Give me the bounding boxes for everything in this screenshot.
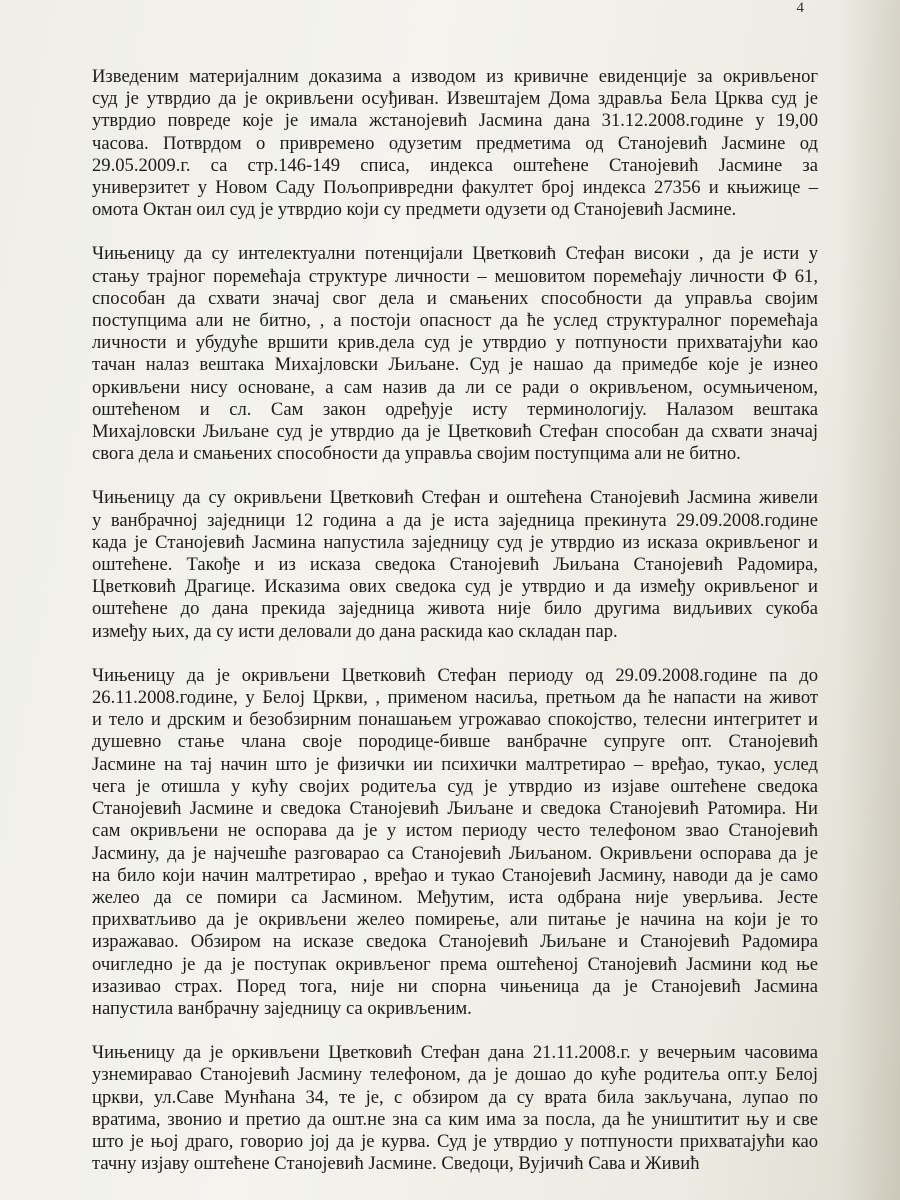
paragraph-1 [92, 66, 818, 221]
text-line: што је њој драго, говорио јој да је курва. Суд је утврдио у потпуности прихватајући као [92, 1130, 818, 1152]
text-line: поступцима али не битно, , а постоји опасност да ће услед структуралног поремећаја [92, 310, 818, 332]
text-line: напустила ванбрачну заједницу са окривљеним. [92, 997, 472, 1019]
page-number: 4 [796, 0, 804, 16]
text-line: узнемиравао Станојевић Јасмину телефоном, да је дошао до куће родитеља опт.у Белој [92, 1064, 818, 1086]
paragraph-3 [92, 487, 818, 642]
text-line: универзитет у Новом Саду Пољопривредни факултет број индекса 27356 и књижице – [92, 177, 818, 199]
text-line: Цветковић Драгице. Исказима ових сведока суд је утврдио и да између окривљеног и [92, 576, 818, 598]
text-line: прихватљиво да је окривљени желео помирење, али питање је начина на који је то [92, 909, 818, 931]
text-line: желео да се помири са Јасмином. Међутим, иста одбрана није уверљива. Јесте [92, 886, 818, 908]
text-line: стању трајног поремећаја структуре личности – мешовитом поремећају личности Ф 61, [92, 265, 818, 287]
text-line: 26.11.2008.године, у Белој Цркви, , применом насиља, претњом да ће напасти на живот [92, 687, 818, 709]
text-line: Јасмине на тај начин што је физички ии психички малтретирао – вређао, тукао, услед [92, 753, 818, 775]
text-line: између њих, да су исти деловали до дана раскида као складан пар. [92, 620, 618, 642]
paragraph-4 [92, 665, 818, 1020]
text-line: свога дела и смањених способности да управља својим поступцима али не битно. [92, 443, 741, 465]
text-line: оштећене до дана прекида заједница живота није било другима видљивих сукоба [92, 598, 818, 620]
paragraph-5 [92, 1042, 818, 1175]
text-line: омота Октан оил суд је утврдио који су предмети одузети од Станојевић Јасмине. [92, 199, 737, 221]
text-line: Станојевић Јасмине и сведока Станојевић Љиљане и сведока Станојевић Ратомира. Ни [92, 798, 818, 820]
text-line: када је Станојевић Јасмина напустила заједницу суд је утврдио из исказа окривљеног и [92, 531, 818, 553]
text-line: чега је отишла у кућу својих родитеља суд је утврдио из изјаве оштећене сведока [92, 775, 818, 797]
text-line: очигледно је да је поступак окривљеног према оштећеној Станојевић Јасмини код ње [92, 953, 818, 975]
text-line: оштећене. Такође и из исказа сведока Станојевић Љиљана Станојевић Радомира, [92, 554, 818, 576]
text-line: на било који начин малтретирао , вређао и тукао Станојевић Јасмину, наводи да је само [92, 864, 818, 886]
text-line: цркви, ул.Саве Мунћана 34, те је, с обзиром да су врата била закључана, лупао по [92, 1086, 818, 1108]
text-line: Чињеницу да су интелектуални потенцијали Цветковић Стефан високи , да је исти у [92, 243, 818, 265]
text-line: Чињеницу да је окривљени Цветковић Стефан периоду од 29.09.2008.године па до [92, 664, 818, 686]
text-line: утврдио повреде које је имала жстанојевић Јасмина дана 31.12.2008.године у 19,00 [92, 110, 818, 132]
paragraph-2 [92, 243, 818, 465]
text-line: Чињеницу да су окривљени Цветковић Стефан и оштећена Станојевић Јасмина живели [92, 487, 818, 509]
text-line: Михајловски Љиљане суд је утврдио да је Цветковић Стефан способан да схвати значај [92, 421, 818, 443]
text-line: часова. Потврдом о привремено одузетим предметима од Станојевић Јасмине од [92, 132, 818, 154]
text-line: 29.05.2009.г. са стр.146-149 списа, индекса оштећене Станојевић Јасмине за [92, 154, 818, 176]
text-line: суд је утврдио да је окривљени осуђиван. Извештајем Дома здравља Бела Црква суд је [92, 88, 818, 110]
text-line: Изведеним материјалним доказима а изводом из кривичне евиденције за окривљеног [92, 66, 818, 87]
text-line: изазивао страх. Поред тога, није ни спорна чињеница да је Станојевић Јасмина [92, 975, 818, 997]
text-line: тачну изјаву оштећене Станојевић Јасмине. Сведоци, Вујичић Сава и Живић [92, 1153, 700, 1175]
text-line: изражавао. Обзиром на исказе сведока Станојевић Љиљане и Станојевић Радомира [92, 931, 818, 953]
text-line: Чињеницу да је оркивљени Цветковић Стефан дана 21.11.2008.г. у вечерњим часовима [92, 1042, 818, 1064]
text-line: и тело и дрским и безобзирним понашањем угрожавао спокојство, телесни интегритет и [92, 709, 818, 731]
text-line: у ванбрачној заједници 12 година а да је иста заједница прекинута 29.09.2008.године [92, 509, 818, 531]
text-line: душевно стање члана своје породице-бивше ванбрачне супруге опт. Станојевић [92, 731, 818, 753]
text-line: сам окривљени не оспорава да је у истом периоду често телефоном звао Станојевић [92, 820, 818, 842]
text-line: Јасмину, да је најчешће разговарао са Станојевић Љиљаном. Окривљени оспорава да је [92, 842, 818, 864]
document-body [92, 66, 818, 1197]
text-line: способан да схвати значај свог дела и смањених способности да управља својим [92, 287, 818, 309]
text-line: оркивљени нису основане, а сам назив да ли се ради о окривљеном, осумњиченом, [92, 376, 818, 398]
text-line: вратима, звонио и претио да ошт.не зна са ким има за посла, да ће уништитит њу и све [92, 1108, 818, 1130]
text-line: личности и убудуће вршити крив.дела суд је утврдио у потпуности прихватајући као [92, 332, 818, 354]
text-line: оштећеном и сл. Сам закон одређује исту терминологију. Налазом вештака [92, 398, 818, 420]
text-line: тачан налаз вештака Михајловски Љиљане. Суд је нашао да примедбе које је изнео [92, 354, 818, 376]
